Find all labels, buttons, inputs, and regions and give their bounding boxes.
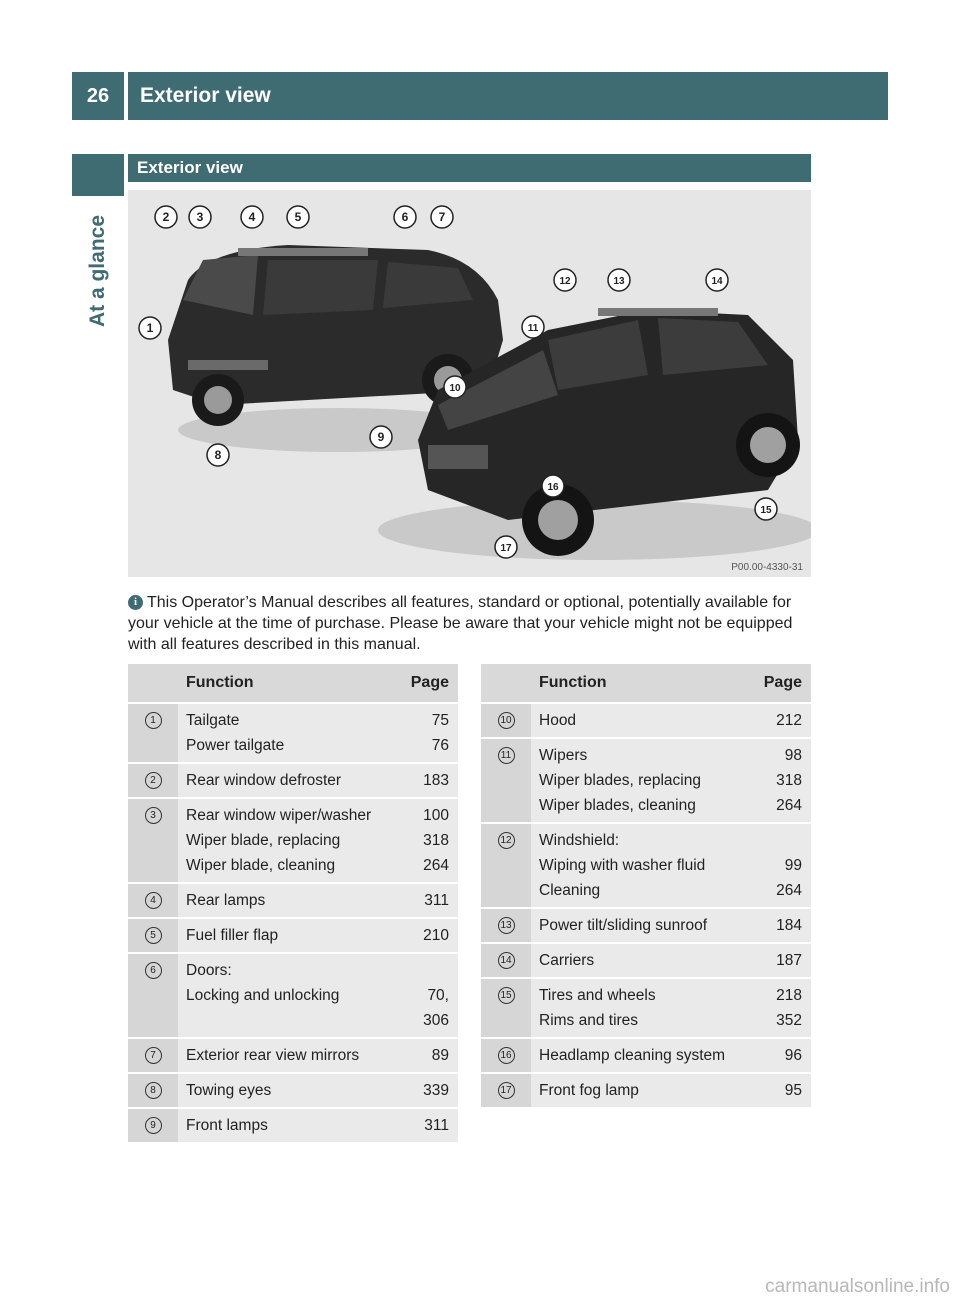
info-icon: i [128, 595, 143, 610]
table-line [531, 793, 811, 818]
table-line [531, 983, 811, 1008]
page-cell: 98 [784, 747, 802, 764]
table-line [178, 983, 458, 1008]
function-cell: Exterior rear view mirrors [186, 1047, 360, 1064]
page-cell: 100 [423, 807, 449, 824]
callout-9 [370, 426, 392, 448]
table-row [128, 1074, 458, 1107]
function-cell: Front lamps [186, 1117, 268, 1134]
svg-text:2: 2 [162, 210, 170, 224]
callout-4 [241, 206, 263, 228]
table-line [178, 1113, 458, 1138]
row-number-cell [481, 824, 531, 907]
table-row [481, 739, 811, 822]
info-note-text: This Operator’s Manual describes all features, standard or optional, potentially available for your vehicle at the time of purchase. Please be aware that your vehicle might not be equipped with all features described in this manual. [128, 594, 793, 653]
table-row [128, 1109, 458, 1142]
page-cell: 339 [423, 1082, 449, 1099]
callout-number: 3 [145, 807, 162, 824]
table-row [481, 1039, 811, 1072]
function-column-header: Function [539, 674, 607, 691]
function-cell: Wiping with washer fluid [539, 857, 706, 874]
function-cell: Rear lamps [186, 892, 266, 909]
page-cell: 311 [424, 1117, 449, 1134]
callout-number: 5 [145, 927, 162, 944]
callout-number: 6 [145, 962, 162, 979]
function-cell: Front fog lamp [539, 1082, 639, 1099]
table-line [531, 948, 811, 973]
page-cell: 264 [423, 857, 449, 874]
table-line [531, 1043, 811, 1068]
callout-16 [542, 475, 564, 497]
row-number-cell [128, 704, 178, 762]
section-title: Exterior view [128, 154, 811, 182]
info-note [128, 592, 811, 655]
callout-14 [706, 269, 728, 291]
page-cell: 318 [776, 772, 802, 789]
watermark: carmanualsonline.info [765, 1276, 950, 1297]
table-body [128, 704, 458, 1142]
function-cell: Windshield: [539, 832, 620, 849]
page-cell: 75 [431, 712, 449, 729]
page-cell: 311 [424, 892, 449, 909]
svg-text:3: 3 [196, 210, 204, 224]
row-number-cell [128, 764, 178, 797]
page-cell: 96 [784, 1047, 802, 1064]
table-line [178, 768, 458, 793]
function-cell: Power tilt/sliding sunroof [539, 917, 707, 934]
callout-number: 12 [498, 832, 515, 849]
page-cell: 183 [423, 772, 449, 789]
table-body [481, 704, 811, 1107]
table-row [481, 979, 811, 1037]
page-cell: 212 [776, 712, 802, 729]
table-row [128, 954, 458, 1037]
page-cell: 76 [431, 737, 449, 754]
function-cell: Wiper blade, cleaning [186, 857, 336, 874]
function-table-left [128, 664, 458, 1142]
callout-number: 1 [145, 712, 162, 729]
callout-number: 15 [498, 987, 515, 1004]
row-number-cell [128, 1109, 178, 1142]
page-cell [745, 828, 811, 853]
svg-text:16: 16 [547, 482, 559, 493]
callout-number: 17 [498, 1082, 515, 1099]
callout-number: 8 [145, 1082, 162, 1099]
function-cell: Wiper blades, cleaning [539, 797, 696, 814]
svg-text:7: 7 [438, 210, 446, 224]
function-cell: Rear window defroster [186, 772, 342, 789]
svg-text:12: 12 [559, 276, 571, 287]
chapter-title: Exterior view [128, 72, 888, 120]
function-cell: Hood [539, 712, 577, 729]
table-row [128, 1039, 458, 1072]
page-column-header: Page [410, 674, 449, 691]
table-line [178, 888, 458, 913]
side-tab-marker [72, 154, 124, 196]
table-row [481, 909, 811, 942]
page-cell: 264 [776, 882, 802, 899]
callout-17 [495, 536, 517, 558]
callout-1 [139, 317, 161, 339]
row-number-cell [481, 1074, 531, 1107]
svg-text:1: 1 [146, 321, 154, 335]
table-row [481, 1074, 811, 1107]
callout-number: 11 [498, 747, 515, 764]
table-line [531, 913, 811, 938]
table-row [128, 884, 458, 917]
table-line [178, 1078, 458, 1103]
page-cell: 264 [776, 797, 802, 814]
svg-text:14: 14 [711, 276, 723, 287]
svg-text:15: 15 [760, 505, 772, 516]
svg-text:10: 10 [449, 383, 461, 394]
row-number-cell [128, 919, 178, 952]
table-line [531, 1078, 811, 1103]
table-line [531, 743, 811, 768]
row-number-cell [128, 1074, 178, 1107]
callout-number: 7 [145, 1047, 162, 1064]
row-number-cell [128, 1039, 178, 1072]
callout-6 [394, 206, 416, 228]
function-column-header: Function [186, 674, 254, 691]
callout-15 [755, 498, 777, 520]
page-cell: 210 [423, 927, 449, 944]
table-line [178, 733, 458, 758]
callout-5 [287, 206, 309, 228]
function-cell [178, 1008, 392, 1033]
row-number-cell [128, 954, 178, 1037]
svg-text:9: 9 [377, 430, 385, 444]
function-cell: Doors: [186, 962, 232, 979]
svg-text:13: 13 [613, 276, 625, 287]
side-label-text: At a glance [86, 214, 110, 328]
callout-10 [444, 376, 466, 398]
callout-2 [155, 206, 177, 228]
table-row [481, 944, 811, 977]
table-row [481, 824, 811, 907]
table-line [178, 803, 458, 828]
figure-code: P00.00-4330-31 [731, 562, 803, 573]
svg-text:5: 5 [294, 210, 302, 224]
row-number-cell [128, 884, 178, 917]
page-cell: 99 [784, 857, 802, 874]
callout-number: 13 [498, 917, 515, 934]
page-cell: 352 [776, 1012, 802, 1029]
svg-text:11: 11 [527, 323, 539, 334]
page-cell: 187 [776, 952, 802, 969]
table-header [128, 664, 458, 702]
svg-text:6: 6 [401, 210, 409, 224]
page-cell: 318 [423, 832, 449, 849]
callout-12 [554, 269, 576, 291]
table-row [128, 764, 458, 797]
row-number-cell [481, 979, 531, 1037]
svg-text:4: 4 [248, 210, 256, 224]
table-header [481, 664, 811, 702]
callout-number: 10 [498, 712, 515, 729]
callout-8 [207, 444, 229, 466]
page-number: 26 [72, 72, 124, 120]
callout-11 [522, 316, 544, 338]
callout-number: 14 [498, 952, 515, 969]
page-cell: 95 [784, 1082, 802, 1099]
table-line [178, 958, 458, 983]
vehicle-illustration [128, 190, 811, 577]
callout-3 [189, 206, 211, 228]
table-row [128, 799, 458, 882]
table-line [178, 828, 458, 853]
callout-number: 4 [145, 892, 162, 909]
page-cell: 89 [431, 1047, 449, 1064]
function-cell: Locking and unlocking [186, 987, 340, 1004]
page-column-header: Page [763, 674, 802, 691]
table-line [531, 768, 811, 793]
row-number-cell [481, 909, 531, 942]
function-cell: Cleaning [539, 882, 601, 899]
function-cell: Rims and tires [539, 1012, 639, 1029]
table-row [128, 704, 458, 762]
function-cell: Fuel filler flap [186, 927, 279, 944]
table-line [178, 708, 458, 733]
function-cell: Wipers [539, 747, 588, 764]
table-line [178, 1008, 458, 1033]
function-cell: Tailgate [186, 712, 240, 729]
function-cell: Rear window wiper/washer [186, 807, 372, 824]
table-row [128, 919, 458, 952]
function-table-right [481, 664, 811, 1107]
table-line [531, 853, 811, 878]
row-number-cell [128, 799, 178, 882]
row-number-cell [481, 704, 531, 737]
callout-13 [608, 269, 630, 291]
page-cell: 218 [776, 987, 802, 1004]
row-number-cell [481, 1039, 531, 1072]
page-cell: 306 [423, 1012, 449, 1029]
callout-number: 2 [145, 772, 162, 789]
page-cell: 184 [776, 917, 802, 934]
table-line [531, 828, 811, 853]
function-cell: Wiper blades, replacing [539, 772, 701, 789]
row-number-cell [481, 944, 531, 977]
page-cell: 70, [427, 987, 449, 1004]
page-cell [392, 958, 458, 983]
function-cell: Wiper blade, replacing [186, 832, 341, 849]
callout-number: 9 [145, 1117, 162, 1134]
callout-7 [431, 206, 453, 228]
table-line [178, 853, 458, 878]
callout-number: 16 [498, 1047, 515, 1064]
function-cell: Power tailgate [186, 737, 285, 754]
function-cell: Towing eyes [186, 1082, 272, 1099]
side-label [72, 196, 124, 346]
exterior-figure [128, 190, 811, 577]
table-line [178, 1043, 458, 1068]
function-cell: Tires and wheels [539, 987, 656, 1004]
table-line [531, 1008, 811, 1033]
table-line [178, 923, 458, 948]
function-cell: Carriers [539, 952, 595, 969]
svg-text:8: 8 [214, 448, 222, 462]
table-line [531, 878, 811, 903]
function-cell: Headlamp cleaning system [539, 1047, 726, 1064]
table-line [531, 708, 811, 733]
table-row [481, 704, 811, 737]
row-number-cell [481, 739, 531, 822]
svg-text:17: 17 [500, 543, 512, 554]
